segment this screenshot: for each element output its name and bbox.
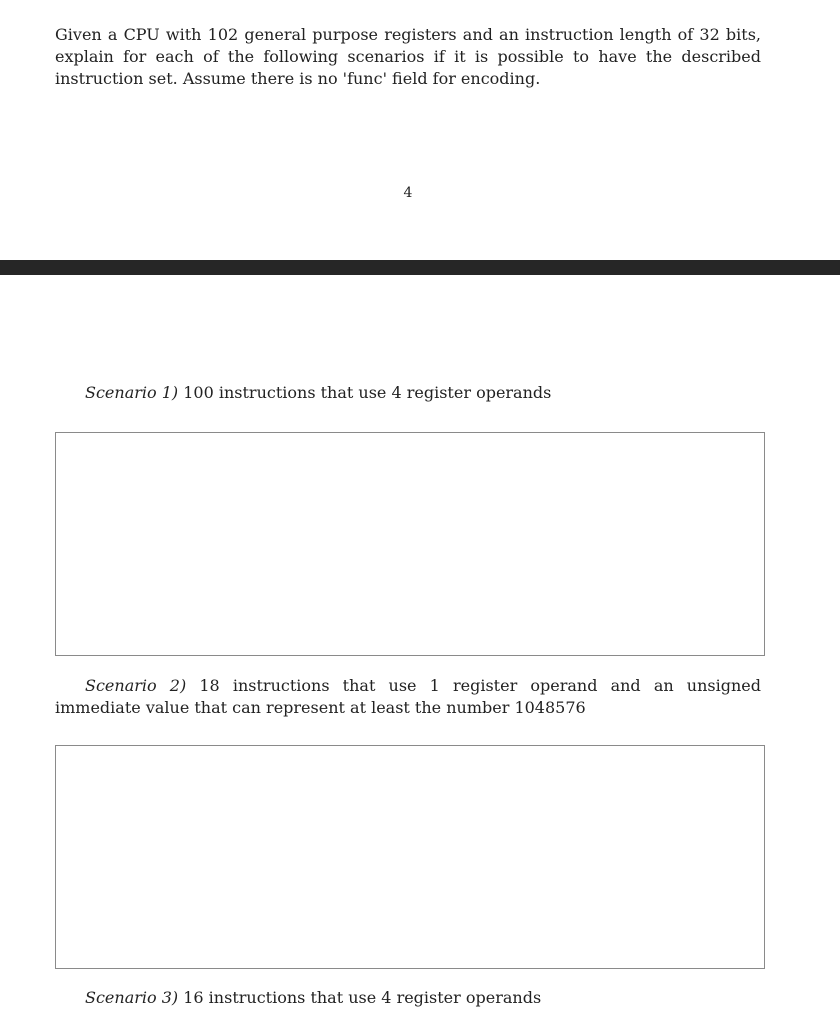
scenario-1-text: 100 instructions that use 4 register operands [183, 383, 552, 402]
question-intro: Given a CPU with 102 general purpose registers and an instruction length of 32 bits, explain for each of the following scenarios if it is possible to have the described instruction set. Assume there is no 'func' field for encoding. [55, 25, 761, 88]
scenario-1-label: Scenario 1) [85, 383, 179, 402]
scenario-3-text: 16 instructions that use 4 register operands [183, 988, 542, 1007]
scenario-2 [55, 675, 761, 719]
scenario-2-text: 18 instructions that use 1 register operand and an unsigned immediate value that can represent at least the number 1048576 [55, 676, 762, 717]
scenario-3 [55, 987, 761, 1009]
scenario-2-label: Scenario 2) [85, 676, 187, 695]
answer-box-scenario-2[interactable] [55, 745, 765, 969]
document-page-top [0, 0, 840, 260]
scenario-1 [55, 382, 761, 404]
page-number: 4 [403, 185, 413, 201]
document-page-bottom [0, 275, 840, 1024]
answer-box-scenario-1[interactable] [55, 432, 765, 656]
page-divider [0, 260, 840, 275]
scenario-3-label: Scenario 3) [85, 988, 179, 1007]
